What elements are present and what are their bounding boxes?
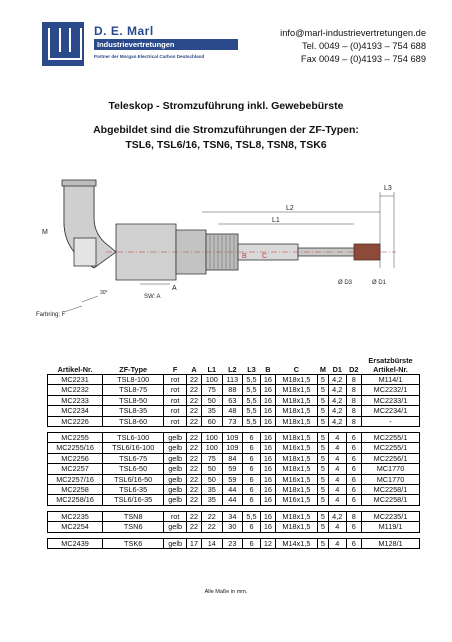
table-cell: MC2235/1 bbox=[362, 511, 420, 521]
table-cell: M18x1,5 bbox=[275, 385, 317, 395]
table-cell: 113 bbox=[222, 375, 243, 385]
table-cell: MC1770 bbox=[362, 474, 420, 484]
col-artikel: Artikel-Nr. bbox=[48, 356, 103, 375]
table-cell: 30 bbox=[222, 522, 243, 532]
table-cell: MC2255/1 bbox=[362, 443, 420, 453]
table-cell: M128/1 bbox=[362, 538, 420, 548]
table-cell: gelb bbox=[164, 474, 187, 484]
subtitle-line-1: Abgebildet sind die Stromzuführungen der ZF-Typen: bbox=[93, 124, 359, 136]
table-cell: 4 bbox=[328, 464, 346, 474]
table-cell: 5,5 bbox=[243, 395, 261, 405]
table-cell: MC2258/16 bbox=[48, 495, 103, 505]
table-cell: 16 bbox=[260, 522, 275, 532]
table-row bbox=[48, 495, 420, 505]
table-cell: TSL6-100 bbox=[103, 433, 164, 443]
table-cell: 35 bbox=[202, 485, 223, 495]
table-cell: 100 bbox=[202, 443, 223, 453]
table-cell: 6 bbox=[346, 443, 361, 453]
table-cell: M18x1,5 bbox=[275, 511, 317, 521]
table-cell: gelb bbox=[164, 522, 187, 532]
col-l3: L3 bbox=[243, 356, 261, 375]
company-logo bbox=[42, 22, 242, 66]
table-cell: gelb bbox=[164, 433, 187, 443]
table-cell: 5 bbox=[317, 485, 328, 495]
table-cell: 59 bbox=[222, 474, 243, 484]
table-cell: 4 bbox=[328, 474, 346, 484]
table-cell: TSL8-50 bbox=[103, 395, 164, 405]
table-cell: 23 bbox=[222, 538, 243, 548]
table-row bbox=[48, 453, 420, 463]
table-cell: 4,2 bbox=[328, 385, 346, 395]
col-c: C bbox=[275, 356, 317, 375]
table-cell: TSL6-50 bbox=[103, 464, 164, 474]
table-cell: 16 bbox=[260, 474, 275, 484]
table-cell: gelb bbox=[164, 464, 187, 474]
table-cell: TSL6/16-100 bbox=[103, 443, 164, 453]
table-cell: MC2254 bbox=[48, 522, 103, 532]
table-cell: 22 bbox=[186, 416, 201, 426]
table-cell: M16x1,5 bbox=[275, 495, 317, 505]
contact-tel: Tel. 0049 – (0)4193 – 754 688 bbox=[301, 41, 426, 51]
table-cell: TSN8 bbox=[103, 511, 164, 521]
table-cell: 84 bbox=[222, 453, 243, 463]
table-cell: MC2232 bbox=[48, 385, 103, 395]
table-row bbox=[48, 511, 420, 521]
table-cell: MC1770 bbox=[362, 464, 420, 474]
table-cell: MC2255/1 bbox=[362, 433, 420, 443]
table-cell: 44 bbox=[222, 495, 243, 505]
table-row bbox=[48, 464, 420, 474]
table-cell: 6 bbox=[243, 433, 261, 443]
dim-d3-label: Ø D3 bbox=[338, 280, 353, 286]
table-cell: MC2255/16 bbox=[48, 443, 103, 453]
col-m: M bbox=[317, 356, 328, 375]
table-cell: rot bbox=[164, 511, 187, 521]
table-cell: 16 bbox=[260, 406, 275, 416]
table-cell: 8 bbox=[346, 395, 361, 405]
table-cell: M18x1,5 bbox=[275, 464, 317, 474]
table-cell: 109 bbox=[222, 433, 243, 443]
table-row bbox=[48, 385, 420, 395]
technical-drawing bbox=[36, 172, 416, 332]
table-cell: 8 bbox=[346, 375, 361, 385]
col-b: B bbox=[260, 356, 275, 375]
table-cell: 6 bbox=[346, 453, 361, 463]
table-cell: 50 bbox=[202, 464, 223, 474]
table-cell: 16 bbox=[260, 375, 275, 385]
table-cell: M18x1,5 bbox=[275, 406, 317, 416]
table-row bbox=[48, 406, 420, 416]
table-cell: 22 bbox=[186, 443, 201, 453]
table-cell: - bbox=[362, 416, 420, 426]
table-cell: TSL8-100 bbox=[103, 375, 164, 385]
table-cell: M18x1,5 bbox=[275, 485, 317, 495]
dim-a-label: A bbox=[172, 285, 177, 292]
table-cell: 14 bbox=[202, 538, 223, 548]
table-cell: 5 bbox=[317, 464, 328, 474]
page-subtitle bbox=[0, 123, 452, 153]
table-cell: 5 bbox=[317, 511, 328, 521]
table-cell: 16 bbox=[260, 495, 275, 505]
table-cell: 22 bbox=[186, 395, 201, 405]
table-cell: 73 bbox=[222, 416, 243, 426]
table-cell: 6 bbox=[346, 433, 361, 443]
table-cell: 6 bbox=[346, 522, 361, 532]
table-cell: 22 bbox=[186, 495, 201, 505]
table-cell: MC2257/16 bbox=[48, 474, 103, 484]
table-row bbox=[48, 375, 420, 385]
table-cell: 16 bbox=[260, 443, 275, 453]
col-l2: L2 bbox=[222, 356, 243, 375]
table-cell: 4,2 bbox=[328, 375, 346, 385]
table-cell: gelb bbox=[164, 485, 187, 495]
table-cell: 44 bbox=[222, 485, 243, 495]
table-cell: 6 bbox=[346, 474, 361, 484]
table-cell: 6 bbox=[243, 464, 261, 474]
table-cell: 6 bbox=[243, 522, 261, 532]
table-cell: M16x1,5 bbox=[275, 474, 317, 484]
contact-email[interactable]: info@marl-industrievertretungen.de bbox=[280, 28, 426, 38]
table-cell: 60 bbox=[202, 416, 223, 426]
col-a: A bbox=[186, 356, 201, 375]
table-cell: 16 bbox=[260, 453, 275, 463]
table-header-row bbox=[48, 356, 420, 375]
table-cell: 6 bbox=[346, 485, 361, 495]
table-cell: 16 bbox=[260, 385, 275, 395]
table-cell: 5 bbox=[317, 474, 328, 484]
table-cell: 4 bbox=[328, 522, 346, 532]
table-cell: 100 bbox=[202, 433, 223, 443]
table-cell: TSL8-75 bbox=[103, 385, 164, 395]
table-cell: MC2258 bbox=[48, 485, 103, 495]
table-cell: rot bbox=[164, 406, 187, 416]
table-cell: gelb bbox=[164, 453, 187, 463]
table-cell: M114/1 bbox=[362, 375, 420, 385]
table-cell: 75 bbox=[202, 385, 223, 395]
table-cell: rot bbox=[164, 375, 187, 385]
table-cell: 16 bbox=[260, 464, 275, 474]
table-cell: 12 bbox=[260, 538, 275, 548]
dim-l3-label: L3 bbox=[384, 185, 392, 192]
table-cell: TSL6-75 bbox=[103, 453, 164, 463]
table-cell: 5,5 bbox=[243, 511, 261, 521]
table-cell: 16 bbox=[260, 433, 275, 443]
table-cell: 6 bbox=[243, 495, 261, 505]
table-cell: gelb bbox=[164, 495, 187, 505]
company-name: D. E. Marl bbox=[94, 24, 154, 38]
table-cell: 5 bbox=[317, 453, 328, 463]
table-cell: rot bbox=[164, 395, 187, 405]
table-cell: 22 bbox=[186, 453, 201, 463]
table-cell: 100 bbox=[202, 375, 223, 385]
table-cell: 5 bbox=[317, 375, 328, 385]
table-cell: 4 bbox=[328, 433, 346, 443]
dim-sw-label: SW: A bbox=[144, 294, 161, 300]
table-cell: TSN6 bbox=[103, 522, 164, 532]
table-cell: MC2257 bbox=[48, 464, 103, 474]
table-row bbox=[48, 474, 420, 484]
company-tagline: Industrievertretungen bbox=[97, 40, 175, 49]
table-cell: 6 bbox=[243, 538, 261, 548]
col-f: F bbox=[164, 356, 187, 375]
table-cell: 8 bbox=[346, 385, 361, 395]
table-cell: MC2258/1 bbox=[362, 485, 420, 495]
table-row bbox=[48, 433, 420, 443]
table-cell: 4,2 bbox=[328, 511, 346, 521]
table-row bbox=[48, 522, 420, 532]
partner-note: Partner der Morgan Electrical Carbon Deutschland bbox=[94, 54, 205, 59]
dim-m-label: M bbox=[42, 229, 48, 236]
table-cell: TSL6/16-50 bbox=[103, 474, 164, 484]
table-cell: 4 bbox=[328, 453, 346, 463]
table-cell: 63 bbox=[222, 395, 243, 405]
col-l1: L1 bbox=[202, 356, 223, 375]
table-cell: 5 bbox=[317, 443, 328, 453]
table-cell: MC2255 bbox=[48, 433, 103, 443]
table-cell: 5 bbox=[317, 416, 328, 426]
contact-fax: Fax 0049 – (0)4193 – 754 689 bbox=[300, 54, 426, 64]
table-cell: MC2233 bbox=[48, 395, 103, 405]
table-cell: 6 bbox=[346, 464, 361, 474]
table-cell: 5 bbox=[317, 433, 328, 443]
table-cell: 22 bbox=[186, 433, 201, 443]
table-cell: 35 bbox=[202, 406, 223, 416]
table-cell: M18x1,5 bbox=[275, 433, 317, 443]
table-row bbox=[48, 443, 420, 453]
table-cell: 5,5 bbox=[243, 375, 261, 385]
table-cell: M14x1,5 bbox=[275, 538, 317, 548]
contact-block bbox=[280, 27, 426, 66]
table-cell: TSL6-35 bbox=[103, 485, 164, 495]
table-cell: MC2439 bbox=[48, 538, 103, 548]
table-cell: 6 bbox=[243, 474, 261, 484]
table-row bbox=[48, 538, 420, 548]
table-cell: 35 bbox=[202, 495, 223, 505]
table-cell: MC2231 bbox=[48, 375, 103, 385]
table-cell: 8 bbox=[346, 416, 361, 426]
table-cell: MC2233/1 bbox=[362, 395, 420, 405]
table-cell: M119/1 bbox=[362, 522, 420, 532]
table-cell: 22 bbox=[202, 522, 223, 532]
table-cell: 75 bbox=[202, 453, 223, 463]
table-cell: 22 bbox=[186, 485, 201, 495]
col-d2: D2 bbox=[346, 356, 361, 375]
dim-angle-label: 30° bbox=[100, 290, 108, 296]
table-cell: MC2234/1 bbox=[362, 406, 420, 416]
table-cell: 22 bbox=[186, 522, 201, 532]
table-cell: 6 bbox=[243, 453, 261, 463]
table-cell: 4 bbox=[328, 443, 346, 453]
table-cell: 5 bbox=[317, 538, 328, 548]
table-cell: 22 bbox=[186, 464, 201, 474]
table-cell: 5,5 bbox=[243, 385, 261, 395]
table-cell: 48 bbox=[222, 406, 243, 416]
table-cell: 5,5 bbox=[243, 406, 261, 416]
table-cell: MC2235 bbox=[48, 511, 103, 521]
dim-c-label: C bbox=[262, 253, 268, 260]
table-cell: MC2234 bbox=[48, 406, 103, 416]
table-cell: 88 bbox=[222, 385, 243, 395]
table-cell: 5 bbox=[317, 385, 328, 395]
spec-table bbox=[47, 356, 420, 549]
table-cell: 4,2 bbox=[328, 416, 346, 426]
table-cell: 5 bbox=[317, 522, 328, 532]
table-cell: 22 bbox=[186, 406, 201, 416]
table-cell: MC2226 bbox=[48, 416, 103, 426]
table-cell: MC2256/1 bbox=[362, 453, 420, 463]
table-cell: MC2232/1 bbox=[362, 385, 420, 395]
table-cell: TSL6/16-35 bbox=[103, 495, 164, 505]
table-cell: 5 bbox=[317, 495, 328, 505]
logo-mark-icon bbox=[42, 22, 84, 66]
subtitle-line-2: TSL6, TSL6/16, TSN6, TSL8, TSN8, TSK6 bbox=[125, 139, 327, 151]
table-cell: 16 bbox=[260, 485, 275, 495]
table-cell: 22 bbox=[186, 511, 201, 521]
table-cell: M18x1,5 bbox=[275, 522, 317, 532]
table-cell: 59 bbox=[222, 464, 243, 474]
table-cell: 4 bbox=[328, 538, 346, 548]
table-cell: TSL8-35 bbox=[103, 406, 164, 416]
footnote: Alle Maße in mm. bbox=[204, 589, 248, 595]
table-cell: rot bbox=[164, 416, 187, 426]
table-cell: 8 bbox=[346, 511, 361, 521]
table-cell: M18x1,5 bbox=[275, 416, 317, 426]
table-cell: 16 bbox=[260, 395, 275, 405]
table-cell: 4 bbox=[328, 495, 346, 505]
table-cell: 4,2 bbox=[328, 395, 346, 405]
table-cell: 34 bbox=[222, 511, 243, 521]
table-cell: 6 bbox=[346, 538, 361, 548]
table-cell: 109 bbox=[222, 443, 243, 453]
table-cell: 17 bbox=[186, 538, 201, 548]
dim-d1-label: Ø D1 bbox=[372, 280, 387, 286]
dim-b-label: B bbox=[242, 253, 247, 260]
table-cell: 50 bbox=[202, 395, 223, 405]
table-cell: 8 bbox=[346, 406, 361, 416]
col-zf-type: ZF-Type bbox=[103, 356, 164, 375]
table-cell: rot bbox=[164, 385, 187, 395]
table-cell: 4 bbox=[328, 485, 346, 495]
table-cell: MC2256 bbox=[48, 453, 103, 463]
table-row bbox=[48, 395, 420, 405]
table-row bbox=[48, 485, 420, 495]
table-cell: MC2258/1 bbox=[362, 495, 420, 505]
table-cell: 50 bbox=[202, 474, 223, 484]
dim-l1-label: L1 bbox=[272, 217, 280, 224]
table-cell: 22 bbox=[202, 511, 223, 521]
page-title: Teleskop - Stromzuführung inkl. Gewebebürste bbox=[108, 100, 344, 112]
table-cell: 22 bbox=[186, 385, 201, 395]
table-cell: gelb bbox=[164, 538, 187, 548]
table-cell: 4,2 bbox=[328, 406, 346, 416]
table-cell: 5,5 bbox=[243, 416, 261, 426]
farbring-label: Farbring: F bbox=[36, 312, 66, 318]
dim-l2-label: L2 bbox=[286, 205, 294, 212]
table-cell: M18x1,5 bbox=[275, 453, 317, 463]
table-cell: 5 bbox=[317, 406, 328, 416]
table-cell: TSL8-60 bbox=[103, 416, 164, 426]
table-body bbox=[48, 375, 420, 549]
table-cell: M18x1,5 bbox=[275, 395, 317, 405]
col-ersatz: Ersatzbürste Artikel-Nr. bbox=[362, 356, 420, 375]
table-row bbox=[48, 416, 420, 426]
table-cell: 16 bbox=[260, 511, 275, 521]
table-cell: 22 bbox=[186, 375, 201, 385]
col-d1: D1 bbox=[328, 356, 346, 375]
table-cell: 22 bbox=[186, 474, 201, 484]
table-cell: M18x1,5 bbox=[275, 375, 317, 385]
table-cell: M16x1,5 bbox=[275, 443, 317, 453]
table-cell: TSK6 bbox=[103, 538, 164, 548]
table-cell: 16 bbox=[260, 416, 275, 426]
table-cell: 5 bbox=[317, 395, 328, 405]
table-cell: 6 bbox=[243, 485, 261, 495]
table-cell: 6 bbox=[243, 443, 261, 453]
table-cell: 6 bbox=[346, 495, 361, 505]
table-cell: gelb bbox=[164, 443, 187, 453]
